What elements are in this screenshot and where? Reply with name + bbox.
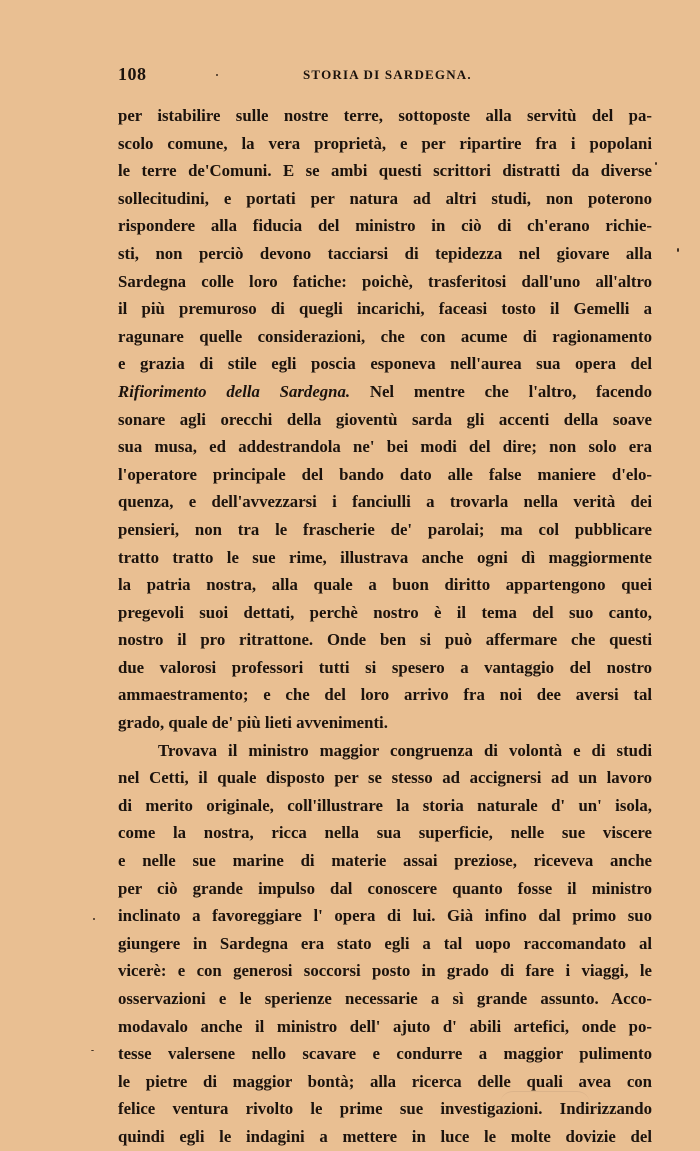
text-line: sti, non perciò devono tacciarsi di tepidezza nel giovare alla: [118, 243, 652, 263]
text-line: pensieri, non tra le frascherie de' parolai; ma col pubblicare: [118, 519, 652, 539]
text-line: nostro il pro ritrattone. Onde ben si può affermare che questi: [118, 630, 652, 650]
body-text: [118, 102, 652, 1151]
text-line: di merito originale, coll'illustrare la storia naturale d' un' isola,: [118, 795, 652, 815]
ink-speck: [677, 248, 679, 252]
text-line: giungere in Sardegna era stato egli a tal uopo raccomandato al: [118, 933, 652, 953]
text-line: Sardegna colle loro fatiche: poichè, trasferitosi dall'uno all'altro: [118, 271, 652, 291]
running-title: STORIA DI SARDEGNA.: [303, 67, 472, 82]
ink-speck: [93, 918, 95, 920]
text-line: scolo comune, la vera proprietà, e per ripartire fra i popolani: [118, 133, 652, 153]
text-line: tratto tratto le sue rime, illustrava anche ogni dì maggiormente: [118, 547, 652, 567]
text-line: come la nostra, ricca nella sua superficie, nelle sue viscere: [118, 823, 652, 843]
text-line: [118, 378, 652, 406]
text-line: la patria nostra, alla quale a buon diritto appartengono quei: [118, 575, 652, 595]
page-header: [118, 64, 652, 88]
text-line: felice ventura rivolto le prime sue investigazioni. Indirizzando: [118, 1099, 652, 1119]
text-line: l'operatore principale del bando dato alle false maniere d'elo-: [118, 464, 652, 484]
text-line: sonare agli orecchi della gioventù sarda gli accenti della soave: [118, 409, 652, 429]
ink-speck: [655, 162, 657, 165]
text-line: sua musa, ed addestrandola ne' bei modi del dire; non solo era: [118, 437, 652, 457]
ink-speck: [91, 1050, 94, 1051]
book-title-italic: Rifiorimento della Sardegna.: [118, 381, 351, 401]
text-line: nel Cetti, il quale disposto per se stesso ad accignersi ad un lavoro: [118, 768, 652, 788]
text-line-rest: Nel mentre che l'altro, facendo: [350, 381, 652, 401]
text-line: modavalo anche il ministro dell' ajuto d' abili artefici, onde po-: [118, 1016, 652, 1036]
text-line: vicerè: e con generosi soccorsi posto in grado di fare i viaggi, le: [118, 961, 652, 981]
text-line: quenza, e dell'avvezzarsi i fanciulli a trovarla nella verità dei: [118, 492, 652, 512]
text-line: due valorosi professori tutti si spesero a vantaggio del nostro: [118, 657, 652, 677]
ink-speck: [216, 74, 218, 76]
text-line: sollecitudini, e portati per natura ad altri studi, non poterono: [118, 188, 652, 208]
scan-watermark: [500, 1091, 590, 1104]
text-line: per istabilire sulle nostre terre, sottoposte alla servitù del pa-: [118, 106, 652, 125]
text-line: inclinato a favoreggiare l' opera di lui. Già infino dal primo suo: [118, 906, 652, 926]
text-line: ammaestramento; e che del loro arrivo fra noi dee aversi tal: [118, 685, 652, 705]
text-line: ragunare quelle considerazioni, che con acume di ragionamento: [118, 326, 652, 346]
text-line: e nelle sue marine di materie assai preziose, riceveva anche: [118, 851, 652, 871]
text-line: rispondere alla fiducia del ministro in ciò di ch'erano richie-: [118, 216, 652, 236]
paragraph-end-line: grado, quale de' più lieti avvenimenti.: [118, 713, 388, 733]
text-line: osservazioni e le sperienze necessarie a sì grande assunto. Acco-: [118, 989, 652, 1008]
paragraph-start-line: Trovava il ministro maggior congruenza di volontà e di studi: [158, 740, 652, 760]
text-line: quindi egli le indagini a mettere in luce le molte dovizie del: [118, 1126, 652, 1146]
page-number: 108: [118, 64, 147, 84]
text-line: e grazia di stile egli poscia esponeva nell'aurea sua opera del: [118, 354, 652, 374]
text-line: le terre de'Comuni. E se ambi questi scrittori distratti da diverse: [118, 161, 652, 181]
text-line: per ciò grande impulso dal conoscere quanto fosse il ministro: [118, 878, 652, 898]
text-line: le pietre di maggior bontà; alla ricerca delle quali avea con: [118, 1071, 652, 1091]
text-line: il più premuroso di quegli incarichi, faceasi tosto il Gemelli a: [118, 299, 652, 319]
text-line: pregevoli suoi dettati, perchè nostro è il tema del suo canto,: [118, 602, 652, 622]
text-line: tesse valersene nello scavare e condurre a maggior pulimento: [118, 1044, 652, 1064]
